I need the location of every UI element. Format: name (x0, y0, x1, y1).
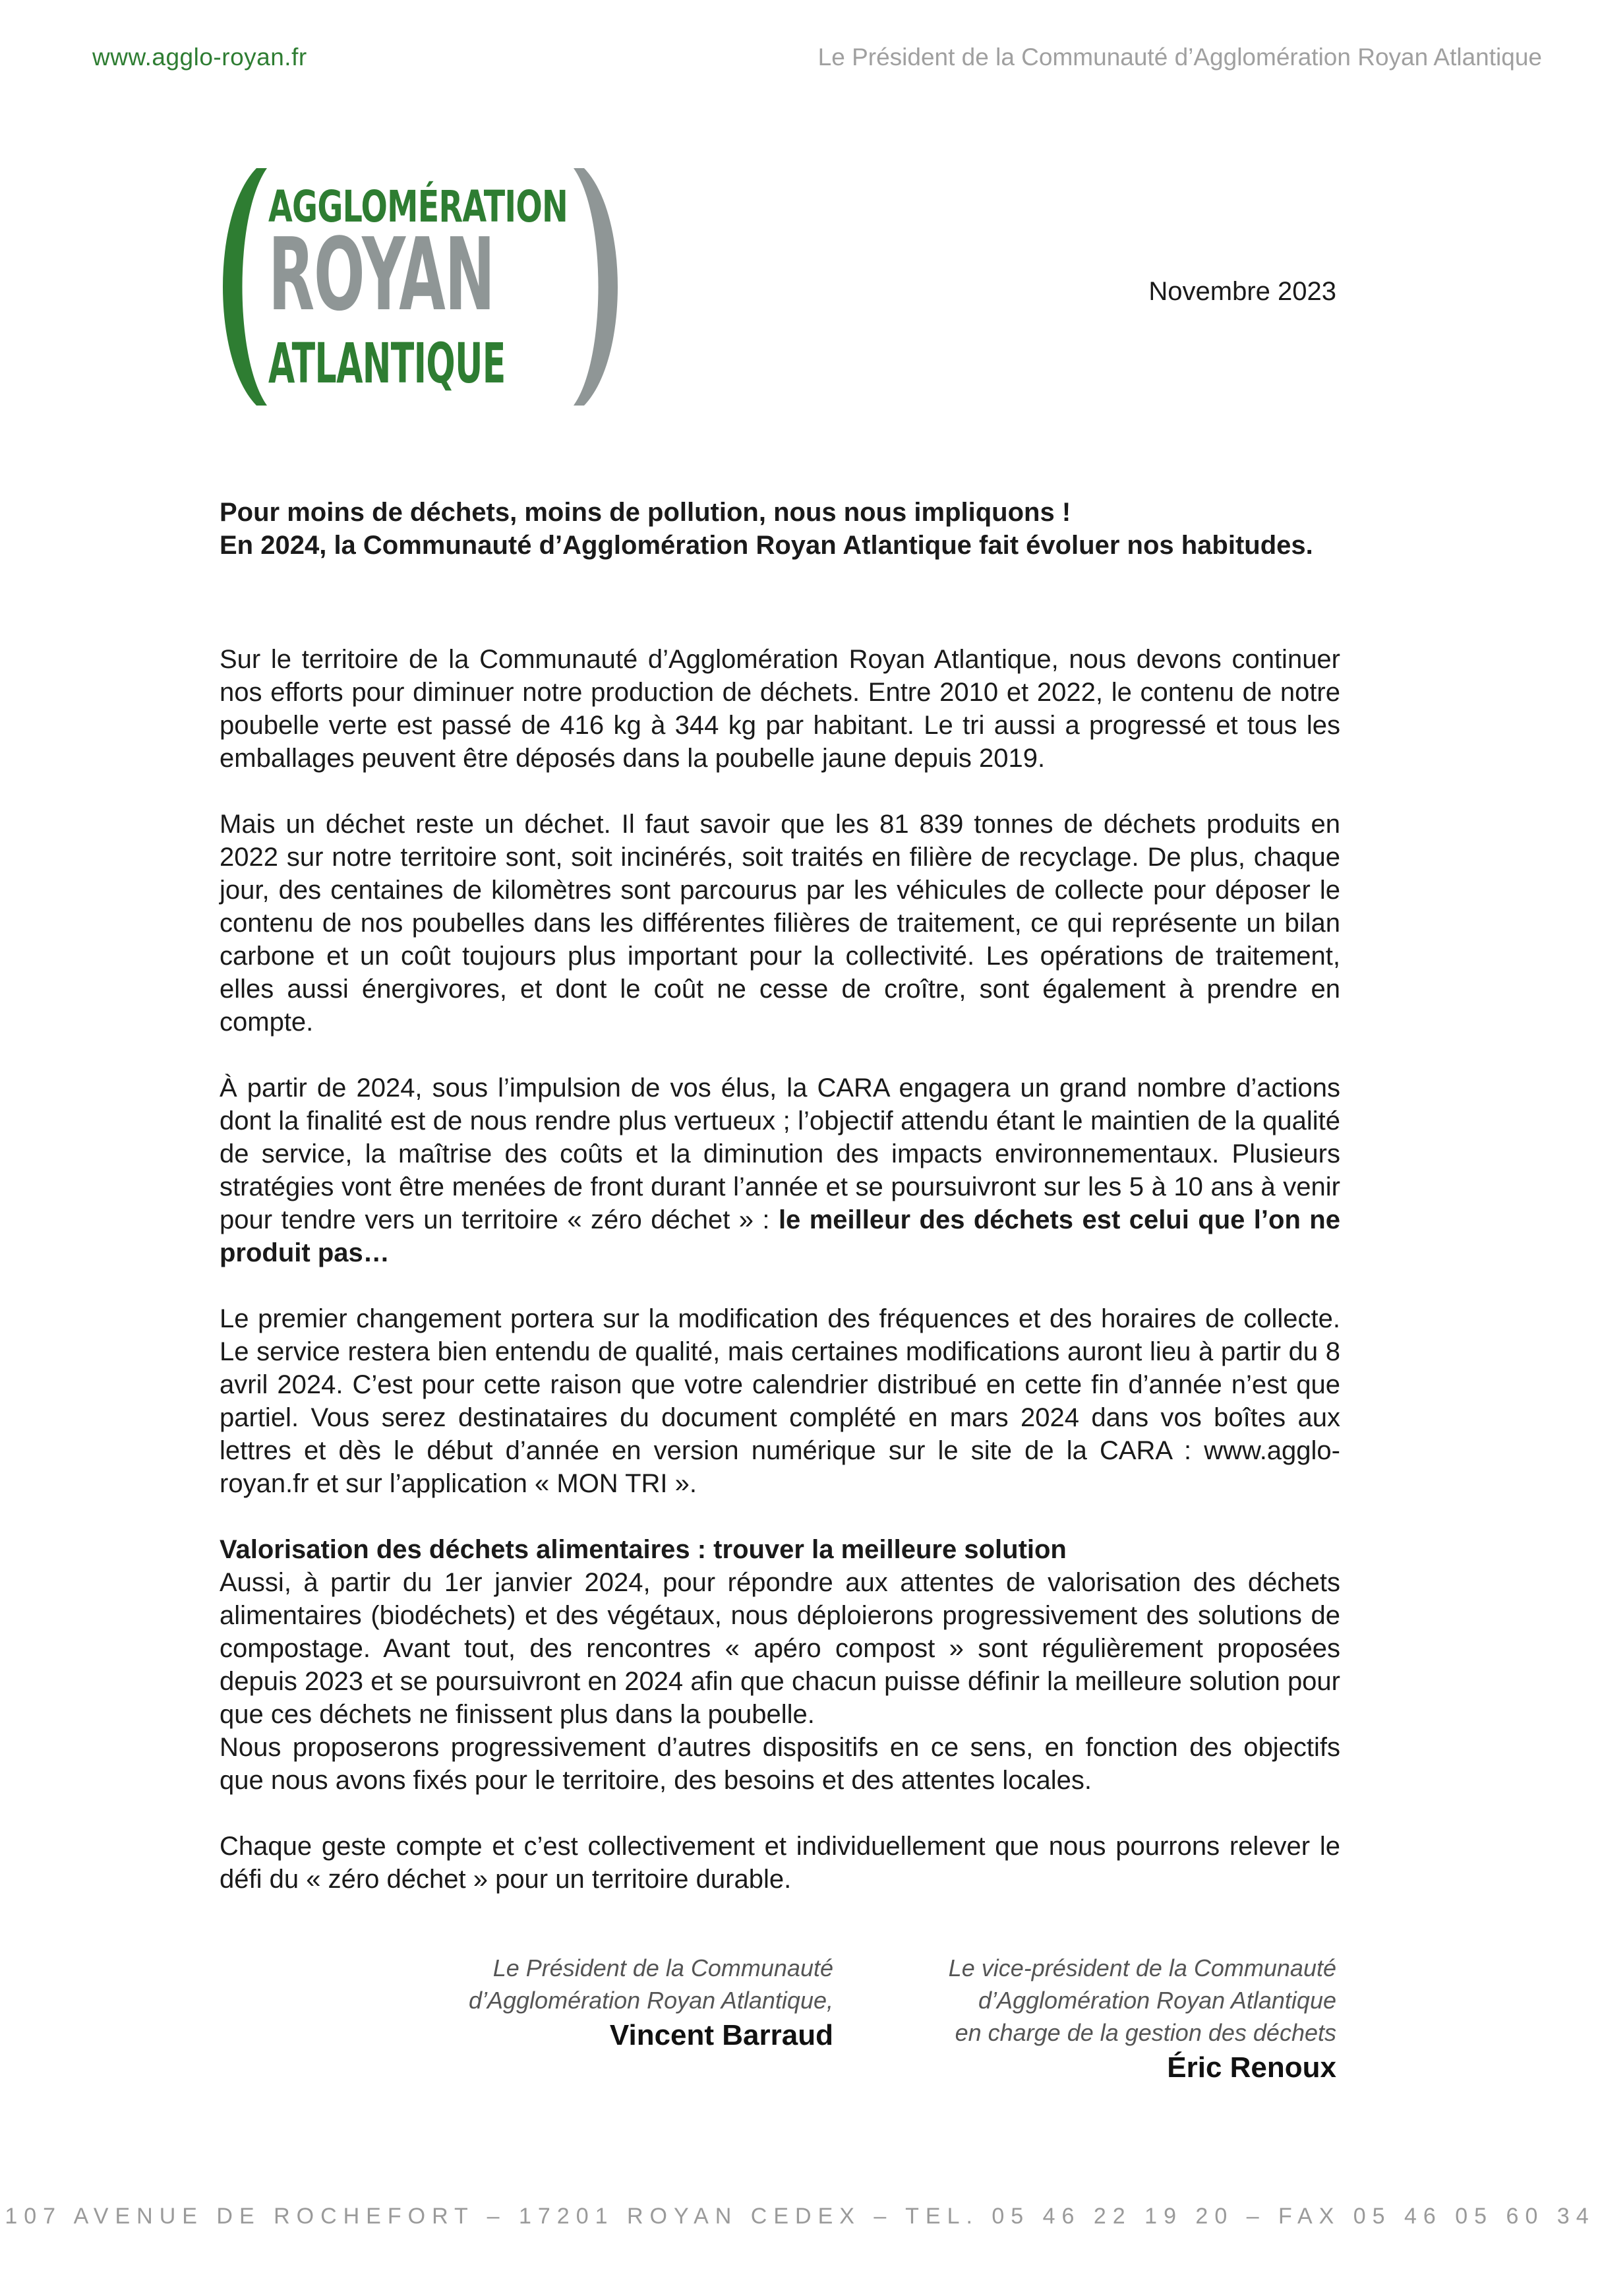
paragraph-6: Nous proposerons progressivement d’autres dispositifs en ce sens, en fonction des objectifs que nous avons fixés pour le territoire, des besoins et des attentes locales. (220, 1733, 1340, 1795)
signature-president-name: Vincent Barraud (609, 2019, 833, 2051)
letter-body (220, 496, 1340, 1896)
logo-line-atlantique: ATLANTIQUE (268, 331, 506, 396)
paragraph-4: Le premier changement portera sur la modification des fréquences et des horaires de collecte. Le service restera bien entendu de qualité, mais certaines modifications auront lieu à partir du 8 avril 2024. C’est pour cette raison que votre calendrier distribué en cette fin d’année n’est que partiel. Vous serez destinataires du document complété en mars 2024 dans vos boîtes aux lettres et dès le début d’année en version numérique sur le site de la CARA : www.agglo-royan.fr et sur l’application « MON TRI ». (220, 1304, 1340, 1498)
signature-vp-role-3: en charge de la gestion des déchets (955, 2019, 1336, 2046)
logo-line-royan: ROYAN (268, 216, 494, 333)
paragraph-7: Chaque geste compte et c’est collectivement et individuellement que nous pourrons relever le défi du « zéro déchet » pour un territoire durable. (220, 1832, 1340, 1894)
signature-vice-president (949, 1952, 1336, 2087)
footer-address: 107 AVENUE DE ROCHEFORT – 17201 ROYAN CEDEX – TEL. 05 46 22 19 20 – FAX 05 46 05 60 34 (5, 2204, 1595, 2229)
signature-vp-role-1: Le vice-président de la Communauté (948, 1954, 1336, 1981)
signature-vp-name: Éric Renoux (1167, 2051, 1336, 2084)
paragraph-1: Sur le territoire de la Communauté d’Agglomération Royan Atlantique, nous devons continuer nos efforts pour diminuer notre production de déchets. Entre 2010 et 2022, le contenu de notre poubelle verte est passé de 416 kg à 344 kg par habitant. Le tri aussi a progressé et tous les emballages peuvent être déposés dans la poubelle jaune depuis 2019. (220, 645, 1340, 773)
letter-date: Novembre 2023 (1148, 277, 1336, 306)
signature-president-role-1: Le Président de la Communauté (492, 1954, 833, 1981)
section-title: Valorisation des déchets alimentaires : trouver la meilleure solution (220, 1535, 1067, 1564)
signature-vp-role-2: d’Agglomération Royan Atlantique (978, 1987, 1336, 2014)
logo-left-parenthesis (208, 168, 267, 406)
headline-line-2: En 2024, la Communauté d’Agglomération Royan Atlantique fait évoluer nos habitudes. (220, 531, 1313, 560)
headline-line-1: Pour moins de déchets, moins de pollution, nous nous impliquons ! (220, 498, 1071, 527)
paragraph-3 (220, 1072, 1340, 1269)
paragraph-3-text: À partir de 2024, sous l’impulsion de vos élus, la CARA engagera un grand nombre d’actions dont la finalité est de nous rendre plus vertueux ; l’objectif attendu étant le maintien de la qualité de service, la maîtrise des coûts et la diminution des impacts environnementaux. Plusieurs stratégies vont être menées de front durant l’année et se poursuivront sur les 5 à 10 ans à venir pour tendre vers un territoire « zéro déchet » : (220, 1073, 1340, 1234)
logo-right-parenthesis (574, 168, 633, 406)
paragraph-5: Aussi, à partir du 1er janvier 2024, pour répondre aux attentes de valorisation des déchets alimentaires (biodéchets) et des végétaux, nous déploierons progressivement des solutions de compostage. Avant tout, des rencontres « apéro compost » sont régulièrement proposées depuis 2023 et se poursuivront en 2024 afin que chacun puisse définir la meilleure solution pour que ces déchets ne finissent plus dans la poubelle. (220, 1568, 1340, 1729)
agglomeration-logo (208, 168, 643, 412)
paragraph-2: Mais un déchet reste un déchet. Il faut savoir que les 81 839 tonnes de déchets produits en 2022 sur notre territoire sont, soit incinérés, soit traités en filière de recyclage. De plus, chaque jour, des centaines de kilomètres sont parcourus par les véhicules de collecte pour déposer le contenu de nos poubelles dans les différentes filières de traitement, ce qui représente un bilan carbone et un coût toujours plus important pour la collectivité. Les opérations de traitement, elles aussi énergivores, et dont le coût ne cesse de croître, sont également à prendre en compte. (220, 810, 1340, 1037)
sender-header: Le Président de la Communauté d’Agglomération Royan Atlantique (817, 44, 1542, 71)
website-link[interactable]: www.agglo-royan.fr (92, 44, 307, 71)
paragraph-3-emphasis: le meilleur des déchets est celui que l’on ne produit pas… (220, 1205, 1340, 1267)
logo-line-agglomeration: AGGLOMÉRATION (268, 181, 568, 232)
signature-president (469, 1952, 833, 2055)
signature-president-role-2: d’Agglomération Royan Atlantique, (468, 1987, 833, 2014)
